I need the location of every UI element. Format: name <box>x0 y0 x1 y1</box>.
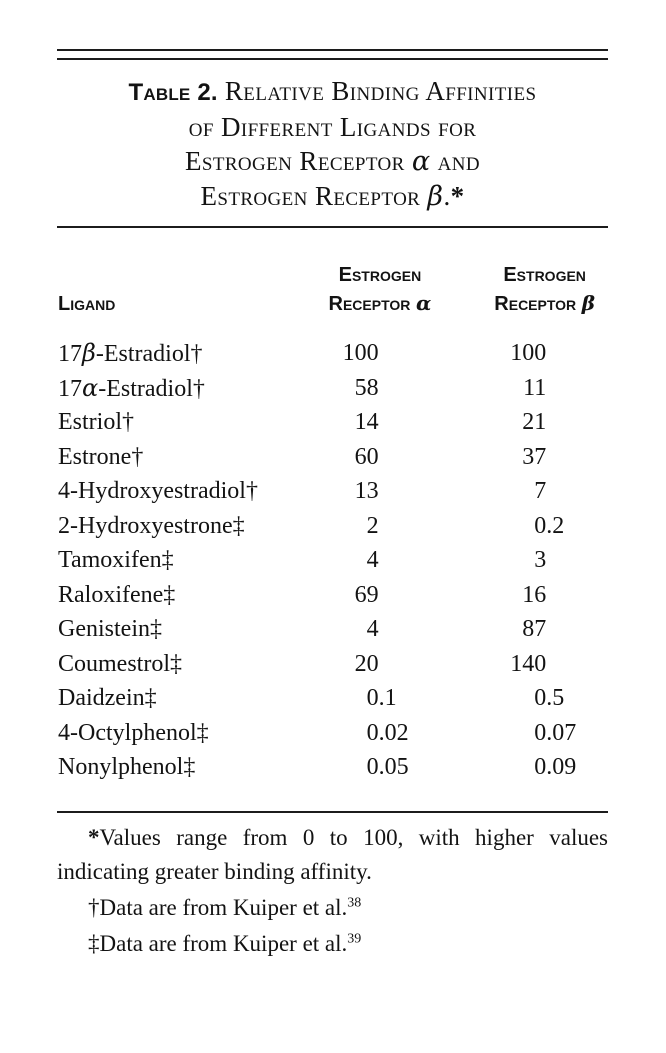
er-beta-value: 0 .2 <box>534 512 565 539</box>
table-row <box>57 681 608 716</box>
er-beta-value: 140 <box>510 650 547 677</box>
ligand-cell: 17α-Estradiol† <box>58 373 205 402</box>
title-line: Estrogen Receptor β.* <box>200 181 465 212</box>
er-beta-value: 0 .07 <box>534 719 577 746</box>
ligand-cell: 17β-Estradiol† <box>58 339 203 367</box>
title-rule <box>57 226 608 228</box>
er-beta-value: 7 <box>534 478 547 504</box>
er-alpha-value: 14 <box>354 409 379 435</box>
er-beta-value: 21 <box>522 409 547 435</box>
ligand-cell: 2-Hydroxyestrone‡ <box>58 512 245 539</box>
ligand-cell: 4-Octylphenol‡ <box>58 719 209 746</box>
footer-rule <box>57 811 608 813</box>
table-body <box>57 336 608 785</box>
table-row <box>57 750 608 785</box>
ligand-cell: Tamoxifen‡ <box>58 547 174 573</box>
table-row <box>57 509 608 544</box>
page <box>57 49 608 961</box>
er-beta-value: 0 .09 <box>534 754 577 780</box>
table-row <box>57 578 608 613</box>
ligand-cell: Estriol† <box>58 409 134 435</box>
er-alpha-value: 13 <box>354 478 379 504</box>
er-alpha-value: 0 .1 <box>366 685 397 711</box>
column-header-er-alpha: Estrogen Receptor α <box>328 264 432 315</box>
footnote: *Values range from 0 to 100, with higher values indicating greater binding affinity. <box>57 824 608 884</box>
table-row <box>57 405 608 440</box>
footnote: †Data are from Kuiper et al.$^{38}$ <box>88 894 362 920</box>
table-row <box>57 440 608 475</box>
er-alpha-value: 58 <box>354 374 379 401</box>
er-beta-value: 37 <box>522 443 547 470</box>
er-alpha-value: 4 <box>366 616 379 642</box>
title-line: Estrogen Receptor α and <box>184 146 481 177</box>
er-beta-value: 16 <box>522 581 547 608</box>
column-header-er-beta: Estrogen Receptor β <box>494 264 595 315</box>
table-row <box>57 716 608 751</box>
er-alpha-value: 0 .05 <box>366 754 409 780</box>
table-row <box>57 647 608 682</box>
table-row <box>57 371 608 406</box>
ligand-cell: Daidzein‡ <box>58 685 157 711</box>
table-row <box>57 543 608 578</box>
er-alpha-value: 20 <box>354 650 379 677</box>
er-alpha-value: 69 <box>354 581 379 608</box>
er-alpha-value: 2 <box>366 512 379 539</box>
title-line: of Different Ligands for <box>188 112 477 142</box>
er-beta-value: 11 <box>523 374 547 401</box>
table-title <box>57 74 608 214</box>
title-line: Table 2. Relative Binding Affinities <box>128 76 537 106</box>
er-beta-value: 0 .5 <box>534 685 565 711</box>
er-alpha-value: 100 <box>342 340 379 366</box>
ligand-cell: 4-Hydroxyestradiol† <box>58 478 258 504</box>
footnote: ‡Data are from Kuiper et al.$^{39}$ <box>88 930 362 956</box>
ligand-cell: Genistein‡ <box>58 616 162 642</box>
table-row <box>57 612 608 647</box>
er-alpha-value: 0 .02 <box>366 719 409 746</box>
table-number: Table 2. <box>128 79 218 106</box>
er-alpha-value: 60 <box>354 443 379 470</box>
ligand-cell: Estrone† <box>58 443 144 470</box>
er-beta-value: 3 <box>534 547 547 573</box>
ligand-cell: Nonylphenol‡ <box>58 754 196 780</box>
er-beta-value: 100 <box>510 340 547 366</box>
er-alpha-value: 4 <box>366 547 379 573</box>
column-header-row <box>57 261 608 318</box>
column-header-ligand: Ligand <box>58 293 116 315</box>
ligand-cell: Raloxifene‡ <box>58 581 176 608</box>
table-row <box>57 474 608 509</box>
ligand-cell: Coumestrol‡ <box>58 650 182 677</box>
er-beta-value: 87 <box>522 616 547 642</box>
top-double-rule <box>57 49 608 60</box>
footnotes <box>57 821 608 961</box>
table-row <box>57 336 608 371</box>
